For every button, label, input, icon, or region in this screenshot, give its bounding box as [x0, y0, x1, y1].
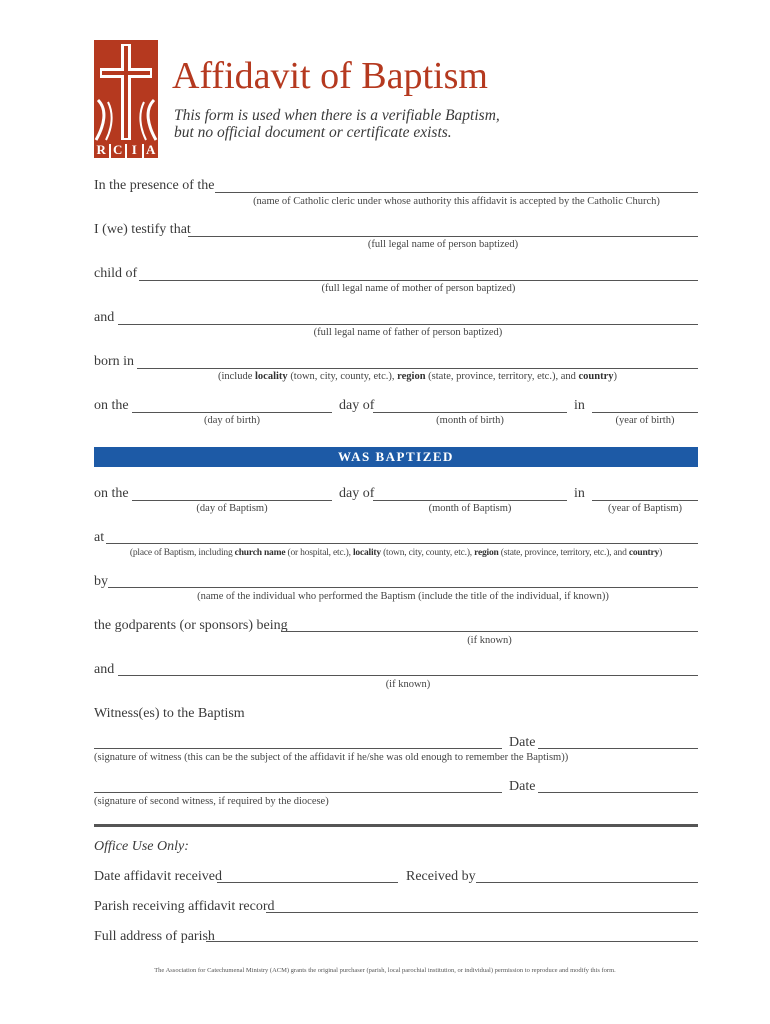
witness-1-caption: (signature of witness (this can be the subject of the affidavit if he/she was old enough to remember the Baptism)) — [94, 752, 569, 763]
logo-letter: C — [111, 142, 126, 158]
birth-year-caption: (year of birth) — [615, 415, 675, 426]
received-by-field[interactable] — [476, 882, 698, 883]
place-of-baptism-field[interactable] — [106, 543, 698, 544]
birth-year-field[interactable] — [592, 412, 698, 413]
witnesses-label: Witness(es) to the Baptism — [94, 706, 245, 721]
born-in-label: born in — [94, 354, 135, 369]
baptism-year-field[interactable] — [592, 500, 698, 501]
date-received-label: Date affidavit received — [94, 869, 223, 884]
person-baptized-field[interactable] — [188, 236, 698, 237]
witness-1-signature-field[interactable] — [94, 748, 502, 749]
birth-day-of-label: day of — [339, 398, 375, 413]
baptism-month-caption: (month of Baptism) — [428, 503, 512, 514]
office-divider — [94, 824, 698, 827]
godparent-2-caption: (if known) — [385, 679, 431, 690]
godparent-1-caption: (if known) — [467, 635, 512, 646]
date-received-field[interactable] — [217, 882, 398, 883]
was-baptized-banner: WAS BAPTIZED — [94, 447, 698, 467]
mother-caption: (full legal name of mother of person baptized) — [321, 283, 516, 294]
birth-day-field[interactable] — [132, 412, 332, 413]
presence-caption: (name of Catholic cleric under whose authority this affidavit is accepted by the Catholic Church) — [253, 196, 660, 207]
father-caption: (full legal name of father of person baptized) — [313, 327, 503, 338]
mother-name-field[interactable] — [139, 280, 698, 281]
godparent-1-field[interactable] — [281, 631, 698, 632]
parish-record-field[interactable] — [266, 912, 698, 913]
birth-day-caption: (day of birth) — [204, 415, 260, 426]
testify-caption: (full legal name of person baptized) — [367, 239, 519, 250]
witness-2-date-field[interactable] — [538, 792, 698, 793]
parish-record-label: Parish receiving affidavit record — [94, 899, 275, 914]
witness-2-signature-field[interactable] — [94, 792, 502, 793]
page-title: Affidavit of Baptism — [172, 55, 488, 97]
child-of-label: child of — [94, 266, 138, 281]
received-by-label: Received by — [406, 869, 476, 884]
baptism-year-caption: (year of Baptism) — [607, 503, 683, 514]
baptism-day-of-label: day of — [339, 486, 375, 501]
testify-label: I (we) testify that — [94, 222, 191, 237]
witness-2-date-label: Date — [509, 779, 536, 794]
presence-label: In the presence of the — [94, 178, 215, 193]
parish-address-field[interactable] — [206, 941, 698, 942]
subtitle-line-2: but no official document or certificate exists. — [174, 124, 452, 141]
rcia-logo — [94, 40, 158, 158]
logo-letter: R — [94, 142, 109, 158]
footer-notice: The Association for Catechumenal Ministry (ACM) grants the original purchaser (parish, local parochial institution, or individual) permission to reproduce and modify this form. — [154, 967, 616, 974]
parish-address-label: Full address of parish — [94, 929, 215, 944]
logo-letters — [94, 142, 158, 158]
godparent-2-field[interactable] — [118, 675, 698, 676]
baptism-day-field[interactable] — [132, 500, 332, 501]
office-use-title: Office Use Only: — [94, 839, 189, 854]
officiant-field[interactable] — [108, 587, 698, 588]
baptism-day-caption: (day of Baptism) — [196, 503, 268, 514]
godparent-and-label: and — [94, 662, 115, 677]
logo-letter: A — [144, 142, 159, 158]
birth-month-field[interactable] — [373, 412, 567, 413]
witness-1-date-field[interactable] — [538, 748, 698, 749]
subtitle-line-1: This form is used when there is a verifiable Baptism, — [174, 107, 500, 124]
logo-letter: I — [127, 142, 142, 158]
godparents-label: the godparents (or sponsors) being — [94, 618, 288, 633]
baptism-month-field[interactable] — [373, 500, 567, 501]
birth-on-the-label: on the — [94, 398, 129, 413]
birthplace-caption: (include locality (town, city, county, etc.), region (state, province, territory, etc.), and country) — [217, 371, 617, 382]
witness-1-date-label: Date — [509, 735, 536, 750]
baptism-on-the-label: on the — [94, 486, 129, 501]
father-name-field[interactable] — [118, 324, 698, 325]
witness-2-caption: (signature of second witness, if required by the diocese) — [94, 796, 329, 807]
place-of-baptism-caption: (place of Baptism, including church name (or hospital, etc.), locality (town, city, county, etc.), region (state, province, territory, etc.), and country) — [129, 548, 663, 558]
baptism-in-label: in — [574, 486, 585, 501]
birth-month-caption: (month of birth) — [436, 415, 504, 426]
at-label: at — [94, 530, 105, 545]
birthplace-field[interactable] — [137, 368, 698, 369]
birth-in-label: in — [574, 398, 585, 413]
presence-field[interactable] — [215, 192, 698, 193]
officiant-caption: (name of the individual who performed the Baptism (include the title of the individual, if known)) — [197, 591, 609, 602]
by-label: by — [94, 574, 108, 589]
and-label: and — [94, 310, 115, 325]
